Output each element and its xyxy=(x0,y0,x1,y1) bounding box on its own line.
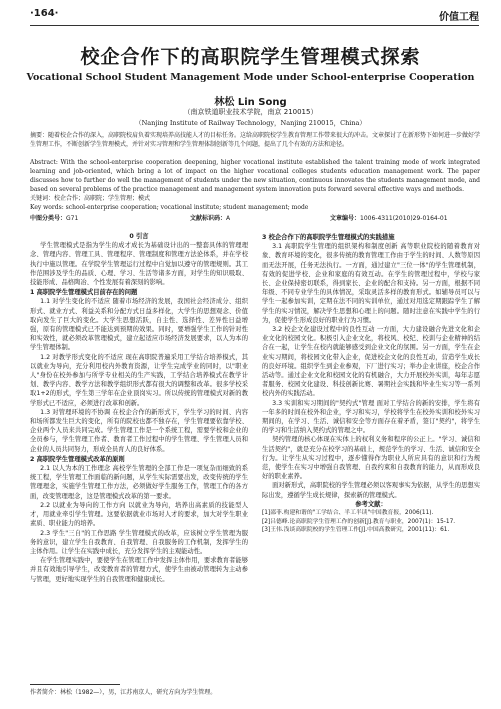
section-heading: 1 高职院学生管理模式目前存在的问题 xyxy=(30,289,138,297)
affiliation-cn: （南京铁道职业技术学院，南京 210015） xyxy=(183,108,318,116)
paragraph: 面对新形式，高职院校的学生管理必须以客观事实为依据，从学生的思想实际出发，遵循学生成长规律，探索新的管理模式。 xyxy=(262,482,480,499)
paragraph: 契约管理的核心体现在实体上的权利义务和程序的公正上。"学习、诚信和生活契约"，就是充分在校学习的基础上，规范学生的学习、生活、诚信和安全行为。让学生从实习过程中，逐步懂得作为职业人所应具有的意识和行为规范，使学生在实习中增强自我管理、自我约束和自我教育的能力，从而形成良好的职业素养。 xyxy=(262,436,480,481)
reference-item: [1]邵菲.构建和谐的"工学结合、半工半读"中国教育报，2006(11). xyxy=(262,510,434,517)
article-title: 校企合作下的高职院学生管理模式探索 xyxy=(80,46,421,68)
journal-name: 价值工程 xyxy=(439,12,479,23)
abstract-en: Abstract: With the school-enterprise cooperation deepening, higher vocational institute established the talent training mode of work integrated learning and job-oriented, which bring a lot of impact on the higher vocational colleges students education management work. The paper discusses how to further do well the management of students under the new situation, continuous innovates the students management mode, and based on several problems of the practice management and management system innovation puts forward several effective ways and methods. xyxy=(30,159,480,193)
section-heading: 2 高职院学生管理模式改革的原则 xyxy=(30,455,125,463)
affiliation-en: （Nanjing Institute of Railway Technology，Nanjing 210015，China） xyxy=(135,119,366,127)
classification-row xyxy=(30,213,480,223)
paragraph: 1.1 对学生变化的不适应 随着市场经济的发展，我国社会经济成分、组织形式、就业方式、利益关系和分配方式日益多样化，大学生的思想观念、价值取向发生了巨大的变化。大学生思想活跃，自主性、选择性、差异性日益增强，原有的管理模式已不能达到预期的效果。同时，要增强学生工作的针对性和实效性，就必须改革管理模式，建立起适应市场经济发展要求，以人为本的学生管理体制。 xyxy=(30,298,248,352)
footnote-rule xyxy=(30,684,120,685)
paragraph: 2.1 以人为本的工作理念 高校学生管理的全部工作是一项复杂而细致的系统工程，学生管理工作面临的新问题，从学生实际需要出发，改变传统的学生管理理念，实施学生管理工作方法，必须做好学生服务工作，管理工作的各方面，改变管理理念，这是管理模式改革的第一要求。 xyxy=(30,465,248,500)
abstract-cn: 摘要：随着校企合作的深入，高职院校肩负着实现培养高技能人才的目标任务。这给高职院校学生教育管理工作带来很大的冲击。文章探讨了在新形势下如何进一步做好学生管理工作，不断创新学生管理模式，并针对实习管理和学生管理体制创新等几个问题，提出了几个有效的方法和途径。 xyxy=(30,132,481,148)
section-heading: 参考文献： xyxy=(355,500,387,508)
paragraph: 3.3 实训和实习期间的"契约式"管理 面对工学结合的新的安排，学生将有一年多的时间在校外和企业，学习和实习，学校将学生在校外实训和校外实习期间的，在学习、生活、诚信和安全等方面存在着矛盾，签订"契约"，将学生的学习和生活纳入契约式的管理之中。 xyxy=(262,399,480,435)
page-number: ·164· xyxy=(30,8,59,19)
section-heading: 3 校企合作下的高职院学生管理模式的实践措施 xyxy=(262,234,395,241)
reference-item: [2]吕德峰.论高职院学生管理工作的创新[J].教育与职业，2007(1)：15-17. xyxy=(262,518,456,525)
section-heading: 0 引言 xyxy=(129,233,149,240)
paragraph: 3.1 高职院学生管理的组织架构和制度创新 高等职业院校的随着教育对象、教育环境的变化，很多传统的教育管理工作由于学生的时间、人数等原因而无法开展，任务无法执行。一方面，通过建立"三位一体"的学生管理机制，有效的促进学校、企业和家庭的有效互动。在学生的管理过程中，学校与家长、企业保持密切联系，得到家长、企业的配合和支持。另一方面，根据不同年级、不同专业学生的具体情况，采取灵活多样的教育形式。如辅导员可以与学生一起参加实训，定期在法不同的实训单位，通过对用选定期跟踪学生了解学生的实习情况，解决学生思想和心理上的问题。随时注意在实践中学生的行为，促使学生形成良好的职业行为习惯。 xyxy=(262,243,480,324)
paragraph: 2.3 学生"三自"的工作思路 学生管理模式的改革，应该树立学生管理为服务的意识，建立学生自我教育、自我管理、自我服务的工作机制，发挥学生的主体作用。让学生在实践中成长，充分发挥学生的主观能动性。 xyxy=(30,529,248,555)
author-name: 林松 Lin Song xyxy=(214,97,287,108)
article-number: 文章编号：1006-4311(2010)29-0164-01 xyxy=(330,215,448,222)
running-header xyxy=(0,0,501,30)
paragraph: 在学生管理实践中，要使学生在管理工作中发挥主体作用，要求教育者能够并且有效地引导学生，改变教育者的管理方式，使学生由被动管理转为主动参与管理，更好地实现学生的自我管理和健康成长。 xyxy=(30,557,248,583)
right-column xyxy=(262,232,480,535)
clc-code: 中图分类号：G71 xyxy=(30,215,79,222)
english-title: Vocational School Student Management Mode under School-enterprise Cooperation xyxy=(26,72,475,83)
header-rule xyxy=(30,25,479,26)
left-column xyxy=(30,232,248,584)
paragraph: 学生管理模式是指为学生的成才成长为基础设计出的一整套具体的管理理念、管理内容、管理工具、管理程序、管理制度和管理方法论体系，并在学校执行中施以管理。在学院学生管理运行过程中自觉加以遵守的管理规则。其工作范围涉及学生的品质、心理、学习、生活等诸多方面，对学生的知识吸取、技能形成、品格陶冶、个性发展有着深刻的影响。 xyxy=(30,242,248,287)
paragraph: 2.2 以就业为导向的工作方向 以就业为导向，培养出高素质的技能型人才，用就业牵引学生管理。这要依据就业市场对人才的要求，加大对学生职业素质、职业能力的培养。 xyxy=(30,501,248,528)
paragraph: 1.3 对管理环境的不协调 在校企合作的新形式下，学生学习的时间、内容和场所都发生巨大的变化，所有的院校也都不独存在，学生管理要依靠学校、企业两个人员来共同完成。学生管理工作是一个系统工程，需要学校和企业的全员参与，学生管理工作者、教育者工作过程中的学生管理、学生管理人员和企业的人员共同努力，形成全员育人的良好体系。 xyxy=(30,408,248,453)
author-footnote: 作者简介：林松（1982—），男，江苏南京人，研究方向为学生管理。 xyxy=(30,689,217,696)
paragraph: 1.2 对教学形式变化的不适应 现在高职院普遍采用工学结合培养模式，其以就业为导向，充分利用校内外教育资源，让学生完成学业的同时，以"职业人"身份在校外参加与所学专业相关的生产实践，工学结合培养模式在教学计划、教学内容、教学方法和教学组织形式都有很大的调整和改革。很多学校采取1+2的形式，学生第三学年在企业顶岗实习。所以传统的管理模式对新的教学形式已不适应，必须进行改革和创新。 xyxy=(30,353,248,407)
keywords-cn: 关键词：校企合作；高职院；学生管理；模式 xyxy=(30,195,151,202)
paragraph: 3.2 校企文化建设过程中的良性互动 一方面，大力建设融合先进文化和企业文化的校园文化。积极引入企业文化，将校风、校纪、校训与企业精神的结合在一起，让学生在校内就能够感受到企业文化的氛围。另一方面，学生在企业实习期间，将校园文化带入企业，促进校企文化的良性互动，营造学生成长的良好环境。组织学生到企业参观，下厂进行实习；举办企业讲座，校企合作活动等。通过企业文化和校园文化的有机融合，大力开展校外实训，每年志愿者服务、校园文化建设、科技创新比赛、暑期社会实践和毕业生实习等一系列校内外的实践活动。 xyxy=(262,326,480,398)
reference-item: [3]王伟.浅谈高职院校的学生管理工作[J].中国高教研究，2001(11)：61. xyxy=(262,527,450,534)
keywords-en: Key words: school-enterprise cooperation; vocational institute; student management; mode xyxy=(30,204,309,211)
doc-code: 文献标识码：A xyxy=(190,215,231,222)
